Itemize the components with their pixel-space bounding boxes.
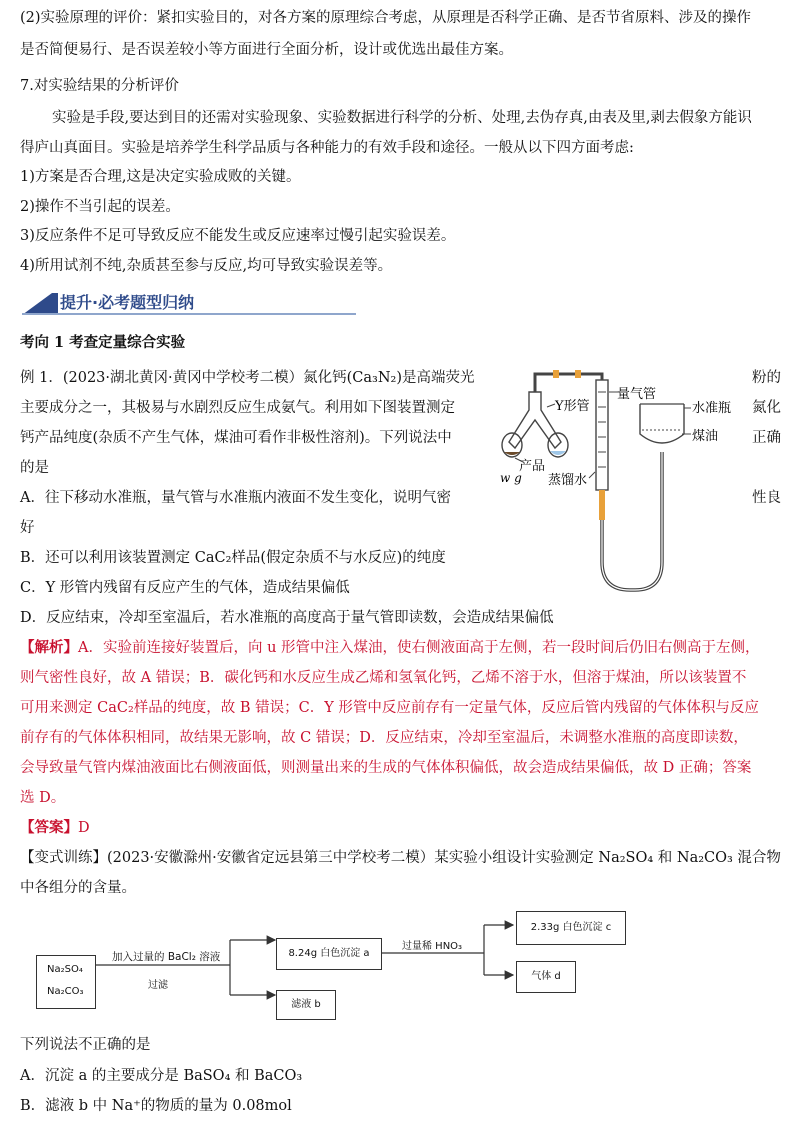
analysis-line: 则气密性良好，故 A 错误；B．碳化钙和水反应生成乙烯和氢氧化钙，乙烯不溶于水，但溶于煤油，所以该装置不: [20, 670, 747, 686]
question-stem: 粉的: [752, 370, 781, 386]
option-a: A．往下移动水准瓶，量气管与水准瓶内液面不发生变化，说明气密: [20, 490, 451, 506]
mixture-box: [36, 955, 96, 1009]
option-c: C．Y 形管内残留有反应产生的气体，造成结果偏低: [20, 580, 350, 596]
option-b: B．还可以利用该装置测定 CaC₂样品(假定杂质不与水反应)的纯度: [20, 550, 446, 566]
variant-stem: 【变式训练】(2023·安徽滁州·安徽省定远县第三中学校考二模）某实验小组设计实验测定 Na₂SO₄ 和 Na₂CO₃ 混合物: [20, 850, 781, 866]
level-bottle-label: 水准瓶: [692, 401, 732, 416]
list-item: 2)操作不当引起的误差。: [20, 199, 180, 215]
y-tube-label: Y形管: [555, 399, 590, 414]
banner-title: 提升·必考题型归纳: [60, 293, 195, 312]
question-stem: 的是: [20, 460, 49, 476]
option-b: B．滤液 b 中 Na⁺的物质的量为 0.08mol: [20, 1098, 292, 1114]
question-stem: 氮化: [752, 400, 781, 416]
option-a: 好: [20, 520, 35, 536]
mixture-component: Na₂CO₃: [47, 986, 84, 997]
filtrate-b-box: 滤液 b: [276, 990, 336, 1020]
list-item: 1)方案是否合理,这是决定实验成败的关键。: [20, 169, 301, 185]
variant-stem: 中各组分的含量。: [20, 880, 136, 896]
step2-label: 过量稀 HNO₃: [402, 941, 463, 952]
question-stem: 钙产品纯度(杂质不产生气体，煤油可看作非极性溶剂)。下列说法中: [20, 430, 452, 446]
text-line: 得庐山真面目。实验是培养学生科学品质与各种能力的有效手段和途径。一般从以下四方面考虑:: [20, 140, 634, 156]
question-stem: 例 1．(2023·湖北黄冈·黄冈中学校考二模）氮化钙(Ca₃N₂)是高端荧光: [20, 370, 475, 386]
mass-label: w g: [500, 471, 522, 485]
topic-heading: 考向 1 考查定量综合实验: [20, 334, 186, 351]
analysis-tag: 【解析】: [20, 639, 78, 656]
step1-label: 加入过量的 BaCl₂ 溶液: [112, 951, 221, 963]
banner-underline: [22, 313, 356, 315]
gas-d-box: 气体 d: [516, 961, 576, 993]
option-a: A．沉淀 a 的主要成分是 BaSO₄ 和 BaCO₃: [20, 1068, 303, 1084]
question-stem: 正确: [752, 430, 781, 446]
question-stem: 下列说法不正确的是: [20, 1037, 151, 1053]
gas-tube-label: 量气管: [617, 387, 657, 402]
analysis-line: 会导致量气管内煤油液面比右侧液面低，则测量出来的生成的气体体积偏低，故会造成结果偏低，故 D 正确；答案: [20, 760, 752, 776]
analysis-line: 【解析】A．实验前连接好装置后，向 u 形管中注入煤油，使右侧液面高于左侧，若一段时间后仍旧右侧高于左侧，: [20, 639, 760, 656]
section-heading: 7.对实验结果的分析评价: [20, 78, 179, 94]
analysis-line: 可用来测定 CaC₂样品的纯度，故 B 错误；C．Y 形管中反应前存有一定量气体，反应后管内残留的气体体积与反应: [20, 700, 759, 716]
answer-line: [20, 818, 90, 838]
option-a: 性良: [752, 490, 781, 506]
analysis-line: 前存有的气体体积相同，故结果无影响，故 C 错误；D．反应结束，冷却至室温后，未调整水准瓶的高度即读数，: [20, 730, 748, 746]
option-d: D．反应结束，冷却至室温后，若水准瓶的高度高于量气管即读数，会造成结果偏低: [20, 610, 554, 626]
text-line: (2)实验原理的评价：紧扣实验目的，对各方案的原理综合考虑，从原理是否科学正确、是否节省原料、涉及的操作: [20, 10, 752, 26]
step1-filter-label: 过滤: [148, 980, 168, 991]
precipitate-c-box: 2.33g 白色沉淀 c: [516, 911, 626, 945]
apparatus-diagram: [495, 362, 745, 602]
product-label: 产品: [519, 459, 546, 474]
question-stem: 主要成分之一，其极易与水剧烈反应生成氨气。利用如下图装置测定: [20, 400, 455, 416]
kerosene-label: 煤油: [692, 429, 719, 444]
list-item: 4)所用试剂不纯,杂质甚至参与反应,均可导致实验误差等。: [20, 258, 393, 274]
list-item: 3)反应条件不足可导致反应不能发生或反应速率过慢引起实验误差。: [20, 228, 456, 244]
text-line: 是否简便易行、是否误差较小等方面进行全面分析，设计或优选出最佳方案。: [20, 42, 513, 58]
water-label: 蒸馏水: [548, 473, 588, 488]
mixture-component: Na₂SO₄: [47, 964, 83, 975]
answer-tag: 【答案】: [20, 819, 78, 836]
precipitate-a-box: 8.24g 白色沉淀 a: [276, 938, 382, 970]
answer-value: D: [78, 820, 90, 836]
text-line: 实验是手段,要达到目的还需对实验现象、实验数据进行科学的分析、处理,去伪存真,由表及里,剥去假象方能识: [52, 110, 752, 126]
analysis-line: 选 D。: [20, 790, 66, 806]
